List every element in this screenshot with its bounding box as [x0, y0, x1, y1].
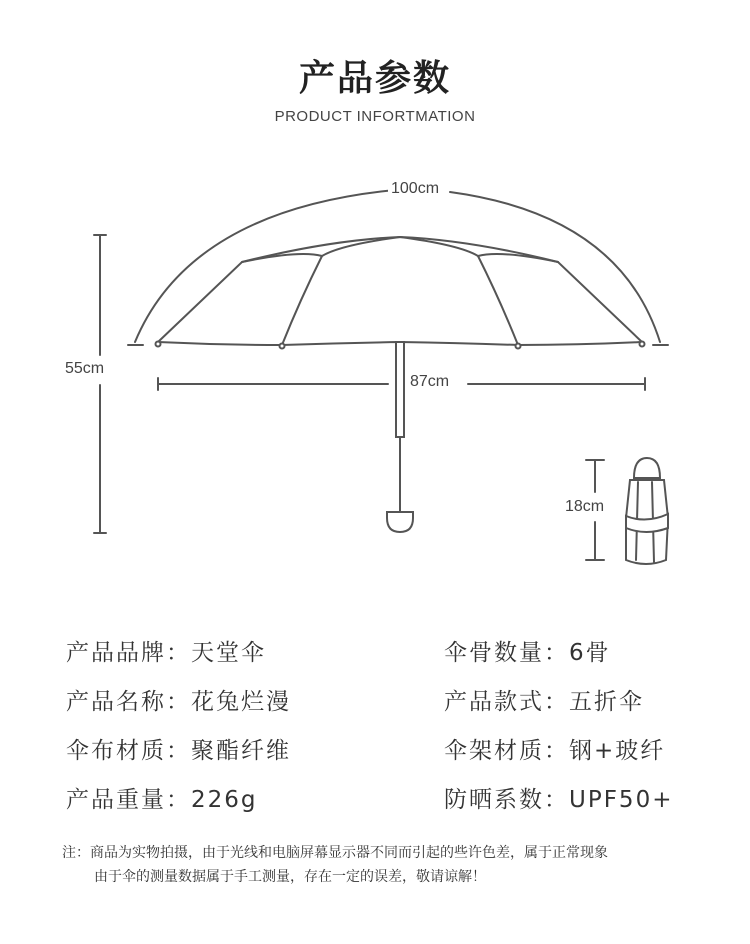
page-title: 产品参数	[298, 58, 451, 99]
folded-umbrella-icon	[626, 458, 668, 564]
height-dimension: 55cm	[62, 360, 107, 378]
canopy-arc-line-right	[450, 192, 660, 342]
spec-brand: 产品品牌：天堂伞	[66, 640, 266, 666]
canopy-arc-dimension: 100cm	[388, 180, 442, 198]
span-dimension: 87cm	[407, 373, 452, 391]
spec-frame: 伞架材质：钢+玻纤	[444, 738, 666, 764]
spec-weight: 产品重量：226g	[66, 787, 258, 813]
umbrella-handle-icon	[387, 512, 413, 532]
spec-name: 产品名称：花兔烂漫	[66, 689, 291, 715]
umbrella-canopy-icon	[158, 237, 642, 342]
note-line-2: 由于伞的测量数据属于手工测量，存在一定的误差，敬请谅解！	[94, 869, 486, 885]
spec-style: 产品款式：五折伞	[444, 689, 644, 715]
canopy-arc-line	[135, 190, 395, 342]
spec-ribs: 伞骨数量：6骨	[444, 640, 611, 666]
page-subtitle: PRODUCT INFORTMATION	[274, 108, 476, 125]
spec-fabric: 伞布材质：聚酯纤维	[66, 738, 291, 764]
folded-length-dimension: 18cm	[562, 498, 607, 516]
umbrella-shaft	[396, 342, 404, 437]
spec-upf: 防晒系数：UPF50+	[444, 787, 674, 813]
note-line-1: 注：商品为实物拍摄，由于光线和电脑屏幕显示器不同而引起的些许色差，属于正常现象	[62, 845, 608, 861]
